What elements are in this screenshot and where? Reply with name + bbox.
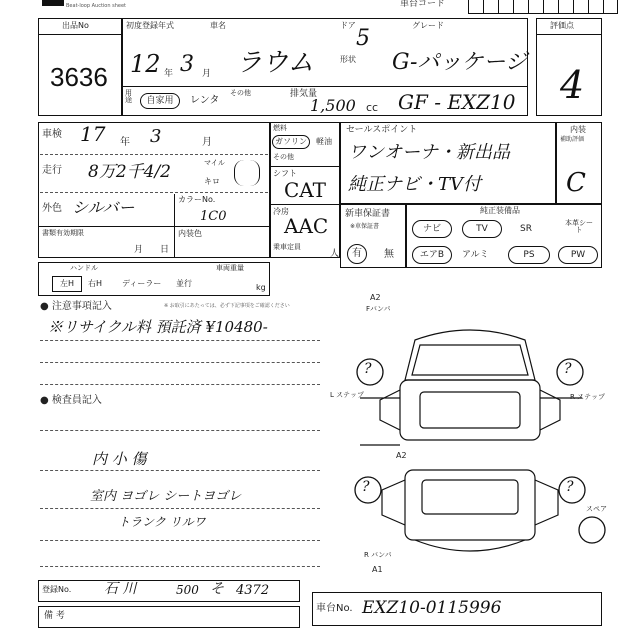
reg-era-year: 12 — [130, 50, 161, 78]
mile-label: マイル — [204, 159, 225, 167]
year-unit: 年 — [164, 69, 174, 79]
fuel-label: 燃料 — [273, 124, 287, 132]
notes-rule-2 — [40, 362, 320, 363]
notes-subtitle: ※ お取引にあたっては、必ず下記事項をご確認ください — [164, 303, 290, 309]
usage-private: 自家用 — [140, 93, 180, 109]
usage-rental: レンタ — [190, 95, 220, 106]
grade-value: G-パッケージ — [392, 50, 527, 75]
equip-navi: ナビ — [412, 220, 452, 238]
diagram-rear-mark: A1 — [372, 565, 383, 574]
warranty-label: 新車保証書 — [345, 209, 391, 219]
notes-title: ● 注意事項記入 — [40, 301, 112, 312]
person-unit: 人 — [330, 249, 340, 259]
inspector-line-2: 室内 ヨゴレ シートヨゴレ — [90, 489, 242, 504]
fuel-diesel: 軽油 — [316, 137, 332, 146]
color-no-label: カラーNo. — [178, 195, 216, 204]
handle-right: 右H — [88, 279, 103, 288]
model-name: ラウム — [236, 48, 314, 78]
vehicle-mid-divider — [122, 86, 528, 87]
displacement-value: 1,500 — [310, 96, 356, 115]
handle-direct: 並行 — [176, 279, 192, 288]
lot-number: 3636 — [50, 62, 108, 92]
panel-mark-front-right: ? — [564, 361, 572, 377]
shift-label: シフト — [273, 169, 297, 178]
inspection-year: 17 — [80, 122, 106, 146]
fuel-rule — [270, 166, 340, 167]
inspection-rule — [40, 154, 268, 155]
registration-area: 石 川 — [104, 581, 137, 597]
remarks-box — [38, 606, 300, 628]
capacity-label: 乗車定員 — [273, 243, 301, 251]
color-no: 1C0 — [200, 209, 227, 224]
registration-label: 登録No. — [42, 585, 72, 594]
score-divider — [536, 34, 602, 35]
diagram-spare: スペア — [586, 505, 607, 513]
equip-pw: PW — [558, 246, 598, 264]
door-count: 5 — [356, 26, 370, 51]
equipment-label: 純正装備品 — [480, 206, 520, 215]
inspector-rule-5 — [40, 566, 320, 567]
equip-tv: TV — [462, 220, 502, 238]
panel-mark-rear-right: ? — [566, 479, 574, 495]
equip-leather: 本革シート — [565, 219, 593, 234]
inspector-line-1: 内 小 傷 — [92, 450, 147, 468]
lot-label: 出品No — [62, 21, 89, 30]
selling-point-1: ワンオーナ・新出品 — [348, 142, 510, 163]
use-label: 用途 — [125, 89, 132, 104]
inspector-rule-2 — [40, 470, 320, 471]
equip-ps: PS — [508, 246, 550, 264]
panel-mark-front-left: ? — [364, 361, 372, 377]
chassis-type: GF - EXZ10 — [398, 90, 516, 114]
notes-rule-3 — [40, 384, 320, 385]
frame-number: EXZ10-0115996 — [362, 598, 502, 618]
interior-score-value: C — [566, 168, 586, 198]
cc-unit: cc — [366, 101, 379, 114]
shape-label: 形状 — [340, 55, 356, 64]
record-label: 書類有効期限 — [42, 229, 84, 237]
km-label: キロ — [204, 177, 220, 186]
inspector-title: ● 検査員記入 — [40, 395, 102, 406]
diagram-right-step: R ステップ — [570, 393, 605, 401]
mileage-value: 8万2千4/2 — [88, 162, 171, 182]
car-name-label: 車名 — [210, 21, 226, 30]
chassis-code-top-label: 車台コード — [400, 0, 446, 9]
handle-label: ハンドル — [70, 264, 98, 272]
equip-airbag: エアB — [412, 246, 452, 264]
equip-alloy: アルミ — [462, 250, 489, 260]
grade-label: グレード — [412, 21, 444, 30]
inspector-rule-4 — [40, 540, 320, 541]
doors-label: ドア — [340, 21, 356, 30]
weight-unit: kg — [256, 283, 266, 292]
interior-score-sub: 補助評価 — [560, 136, 585, 143]
registration-class: 500 — [176, 583, 199, 597]
ac-value: AAC — [284, 214, 329, 238]
inspector-rule-1 — [40, 430, 320, 431]
warranty-sub: ※車保証書 — [350, 223, 380, 230]
diagram-mid-mark: A2 — [396, 451, 407, 460]
selling-point-2: 純正ナビ・TV付 — [348, 174, 482, 195]
warranty-no: 無 — [384, 249, 394, 260]
shift-value: CAT — [284, 178, 326, 202]
registration-number: 4372 — [236, 583, 270, 598]
record-month-unit: 月 — [134, 245, 144, 255]
inspection-label: 車検 — [42, 129, 62, 140]
logo-subtitle: Beat-loop Auction sheet — [66, 3, 126, 9]
mileage-label: 走行 — [42, 165, 62, 176]
top-right-code-boxes — [468, 0, 618, 14]
diagram-left-step: L ステップ — [330, 391, 364, 399]
ac-label: 冷房 — [273, 207, 289, 216]
panel-mark-rear-left: ? — [362, 479, 370, 495]
mileage-rule — [40, 192, 268, 193]
notes-line-1: ※リサイクル料 預託済 ¥10480- — [48, 318, 268, 336]
diagram-front-mark: A2 — [370, 293, 381, 302]
exterior-color: シルバー — [72, 198, 135, 217]
score-value: 4 — [560, 63, 585, 107]
car-damage-diagram — [320, 300, 620, 575]
reg-year-label: 初度登録年式 — [126, 21, 174, 30]
score-label: 評価点 — [550, 21, 574, 30]
record-day-unit: 日 — [160, 245, 170, 255]
warranty-yes: 有 — [347, 244, 367, 264]
equip-sr: SR — [520, 224, 532, 234]
mileage-paren — [234, 160, 260, 186]
weight-label: 車両重量 — [216, 264, 244, 272]
fuel-gasoline: ガソリン — [272, 135, 310, 149]
notes-rule-1 — [40, 340, 320, 341]
inspector-rule-3 — [40, 508, 320, 509]
inspector-line-3: トランク リルワ — [118, 515, 206, 529]
lot-divider — [38, 34, 122, 35]
interior-color-label: 内装色 — [178, 229, 202, 238]
frame-number-label: 車台No. — [316, 603, 353, 614]
month-unit: 月 — [202, 69, 212, 79]
diagram-front-bumper: Fバンパ — [366, 305, 391, 313]
inspection-month-unit: 月 — [202, 137, 212, 148]
inspection-year-unit: 年 — [120, 137, 130, 148]
exterior-color-label: 外色 — [42, 203, 62, 214]
remarks-label: 備 考 — [44, 611, 65, 621]
interior-score-label: 内装 — [570, 125, 586, 134]
displacement-label: 排気量 — [290, 89, 318, 99]
usage-other: その他 — [230, 89, 251, 97]
selling-points-label: セールスポイント — [346, 125, 418, 135]
handle-dealer: ディーラー — [122, 279, 162, 288]
brand-logo — [42, 0, 64, 6]
diagram-rear-bumper: R バンパ — [364, 551, 392, 559]
registration-kana: そ — [210, 581, 224, 597]
shift-rule — [270, 204, 340, 205]
inspection-month: 3 — [150, 126, 162, 147]
fuel-other: その他 — [273, 153, 294, 161]
color-rule — [38, 226, 270, 227]
handle-left: 左H — [52, 276, 82, 292]
reg-month: 3 — [180, 52, 194, 77]
